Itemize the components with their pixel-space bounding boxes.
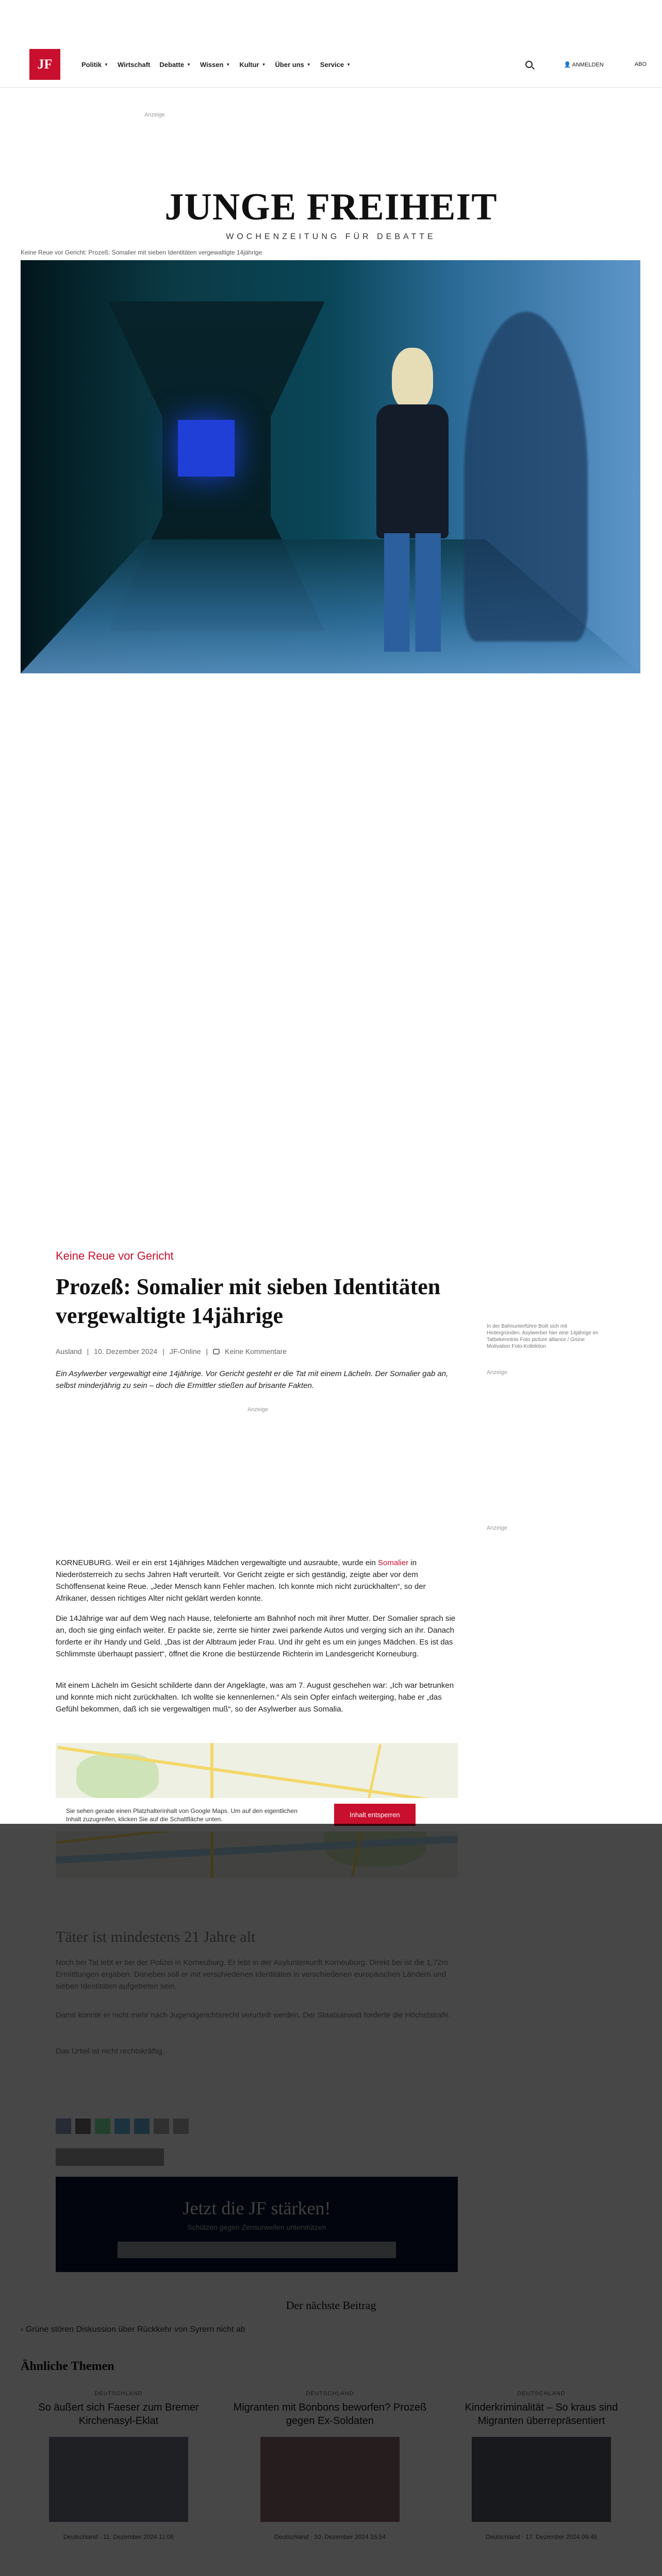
nav-wissen[interactable]: Wissen ▼: [200, 61, 230, 69]
article-paragraph: Die 14Jährige war auf dem Weg nach Hause, telefonierte am Bahnhof noch mit ihrer Mutter. Der Somalier sprach sie an, doch sie ging einfach weiter. Er packte sie, zerrte sie hinter zwei parkende Autos und verging sich an ihr. Danach forderte er ihr Handy und Geld. „Das ist der Albtraum jeder Frau. Und ihr geht es um ein junges Mädchen. Es ist das Schlimmste überhaupt passiert“, öffnet die Krone die bestürzende Richterin im Landesgericht Korneuburg.: [56, 1614, 456, 1658]
article-teaser: Ein Asylwerber vergewaltigt eine 14jährige. Vor Gericht gesteht er die Tat mit einem Lächeln. Der Somalier gab an, selbst minderjährig zu sein – doch die Ermittler stießen auf brisante Fakten.: [56, 1369, 449, 1390]
woman-figure: [371, 348, 449, 657]
ad-label: Anzeige: [487, 1525, 507, 1531]
chevron-down-icon: ▼: [104, 62, 108, 67]
article-title: Prozeß: Somalier mit sieben Identitäten vergewaltigte 14jährige: [56, 1274, 441, 1328]
breadcrumb[interactable]: Keine Reue vor Gericht: Prozeß: Somalier mit sieben Identitäten vergewaltigte 14jährige: [21, 249, 262, 256]
jf-logo[interactable]: JF: [29, 49, 60, 80]
chevron-down-icon: ▼: [187, 62, 191, 67]
nav-service[interactable]: Service ▼: [320, 61, 351, 69]
header-actions: [525, 61, 647, 68]
article-paragraph: KORNEUBURG. Weil er ein erst 14jähriges Mädchen vergewaltigte und ausraubte, wurde ein Somalier in Niederösterreich zu sechs Jahren Haft verurteilt. Vor Gericht zeigte er sich geständig, zeigte aber vor dem Schöffensenat keine Reue. „Jeder Mensch kann Fehler machen. Ich konnte mich nicht zurückhalten“, so der Afrikaner, dessen richtiges Alter nicht geklärt werden konnte.: [56, 1558, 426, 1603]
chevron-down-icon: ▼: [261, 62, 266, 67]
unlock-content-button[interactable]: Inhalt entsperren: [334, 1804, 416, 1826]
comment-icon: [213, 1349, 220, 1354]
image-caption: In der Bahnunterführe Boilt sich mit Hintergründen. Asylwerber hier eine 14jährige im Tatbekenntnis Foto picture alliance / Grüne Motivation Foto-Kollektion: [487, 1324, 599, 1349]
abo-link[interactable]: ABO: [634, 61, 647, 67]
ad-label: Anzeige: [247, 1406, 268, 1413]
article-kicker: Keine Reue vor Gericht: [56, 1249, 174, 1262]
hero-image: [21, 260, 640, 673]
nav-kultur[interactable]: Kultur ▼: [239, 61, 266, 69]
masthead-title[interactable]: JUNGE FREIHEIT: [164, 186, 498, 228]
meta-date: 10. Dezember 2024: [94, 1347, 158, 1355]
inline-link[interactable]: Somalier: [378, 1558, 409, 1567]
meta-section[interactable]: Ausland: [56, 1347, 82, 1355]
masthead: [0, 185, 662, 242]
nav-ueber-uns[interactable]: Über uns ▼: [275, 61, 311, 69]
ad-label: Anzeige: [144, 112, 165, 118]
masthead-subtitle: WOCHENZEITUNG FÜR DEBATTE: [226, 232, 436, 241]
article-meta: Ausland | 10. Dezember 2024 | JF-Online | Keine Kommentare: [56, 1347, 287, 1355]
nav-wirtschaft[interactable]: Wirtschaft: [117, 61, 151, 69]
map-consent-text: Sie sehen gerade einen Platzhalterinhalt von Google Maps. Um auf den eigentlichen Inhalt zuzugreifen, klicken Sie auf die Schaltfläche unten.: [66, 1807, 297, 1823]
article-paragraph: Mit einem Lächeln im Gesicht schilderte dann der Angeklagte, was am 7. August geschehen war: „Ich war betrunken und konnte mich nicht zurückhalten. Ich wollte sie kennenlernen.“ Als sein Opfer einfach weiterging, habe er „das Gefühl bekommen, daß ich sie vergewaltigen muß“, so der Asylwerber aus Somalia.: [56, 1681, 454, 1714]
meta-comments[interactable]: Keine Kommentare: [225, 1347, 287, 1355]
nav-politik[interactable]: Politik ▼: [81, 61, 108, 69]
main-nav: [81, 61, 351, 69]
search-icon[interactable]: [525, 61, 533, 68]
ad-label: Anzeige: [487, 1369, 507, 1376]
chevron-down-icon: ▼: [306, 62, 311, 67]
chevron-down-icon: ▼: [226, 62, 230, 67]
nav-debatte[interactable]: Debatte ▼: [159, 61, 191, 69]
site-header: [0, 0, 662, 88]
account-link[interactable]: 👤 ANMELDEN: [564, 61, 604, 68]
meta-author[interactable]: JF-Online: [169, 1347, 201, 1355]
chevron-down-icon: ▼: [346, 62, 351, 67]
modal-backdrop[interactable]: [0, 1824, 662, 2576]
